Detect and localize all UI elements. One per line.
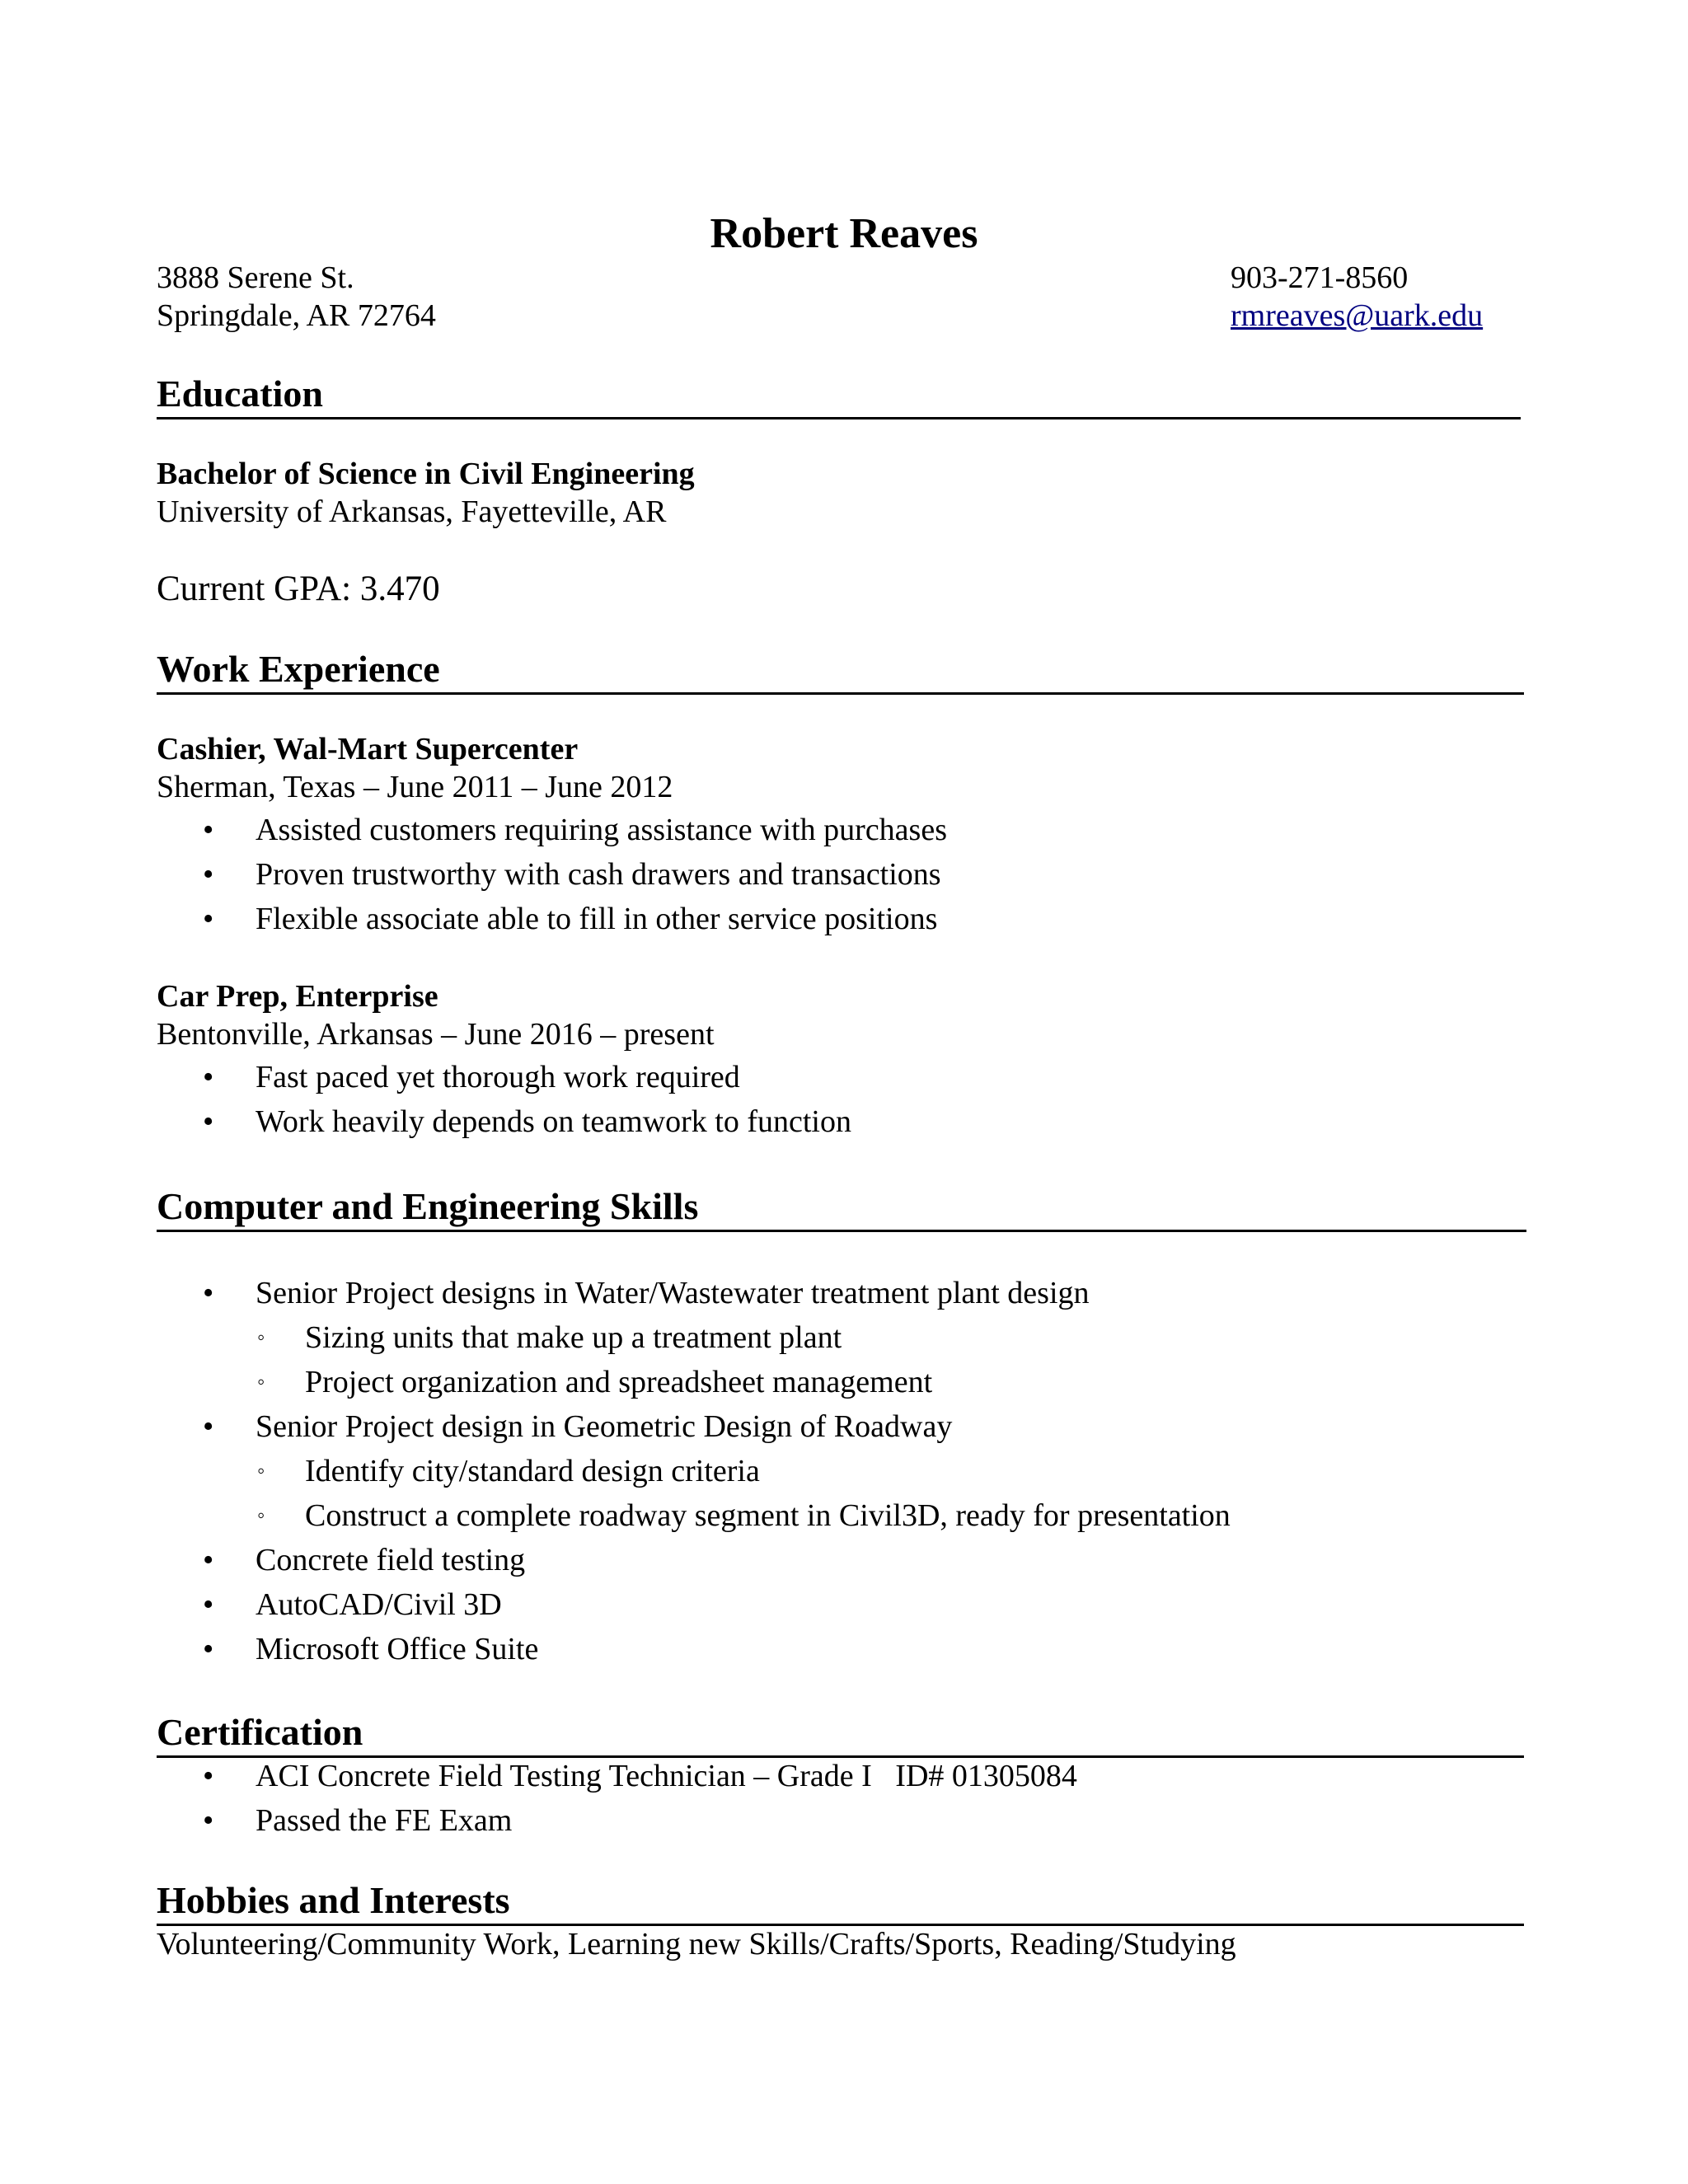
sub-bullet-icon: ◦ [257,1325,265,1349]
bullet-icon: • [203,902,214,936]
email-link[interactable]: rmreaves@uark.edu [1231,298,1484,333]
list-item: Flexible associate able to fill in other service positions [256,902,938,936]
sub-list-item: Sizing units that make up a treatment plant [305,1320,842,1355]
job-location-dates: Sherman, Texas – June 2011 – June 2012 [157,770,673,804]
job-title: Cashier, Wal-Mart Supercenter [157,732,579,766]
bullet-icon: • [203,1276,214,1310]
hobbies-text: Volunteering/Community Work, Learning new Skills/Crafts/Sports, Reading/Studying [157,1927,1236,1961]
job-location-dates: Bentonville, Arkansas – June 2016 – present [157,1017,715,1052]
sub-list-item: Construct a complete roadway segment in Civil3D, ready for presentation [305,1498,1231,1533]
list-item: Senior Project design in Geometric Design of Roadway [256,1409,953,1444]
list-item: Fast paced yet thorough work required [256,1060,740,1094]
address-line-2: Springdale, AR 72764 [157,298,436,333]
list-item: Assisted customers requiring assistance with purchases [256,813,947,847]
sub-list-item: Project organization and spreadsheet management [305,1365,933,1399]
job-title: Car Prep, Enterprise [157,979,438,1014]
certification-heading: Certification [157,1709,1524,1758]
list-item: Senior Project designs in Water/Wastewater treatment plant design [256,1276,1090,1310]
list-item: AutoCAD/Civil 3D [256,1587,502,1622]
sub-bullet-icon: ◦ [257,1459,265,1483]
bullet-icon: • [203,857,214,892]
resume-name: Robert Reaves [710,210,978,257]
education-heading: Education [157,371,1521,419]
hobbies-heading: Hobbies and Interests [157,1877,1524,1926]
bullet-icon: • [203,1759,214,1793]
sub-bullet-icon: ◦ [257,1370,265,1394]
list-item: Passed the FE Exam [256,1803,513,1838]
bullet-icon: • [203,1803,214,1838]
bullet-icon: • [203,1632,214,1666]
list-item: Proven trustworthy with cash drawers and transactions [256,857,941,892]
bullet-icon: • [203,813,214,847]
list-item: Work heavily depends on teamwork to function [256,1104,851,1139]
phone-number: 903-271-8560 [1231,260,1409,295]
list-item: ACI Concrete Field Testing Technician – Grade I ID# 01305084 [256,1759,1077,1793]
gpa: Current GPA: 3.470 [157,569,440,608]
degree-title: Bachelor of Science in Civil Engineering [157,457,695,491]
work-experience-heading: Work Experience [157,646,1524,695]
sub-list-item: Identify city/standard design criteria [305,1454,760,1488]
list-item: Microsoft Office Suite [256,1632,539,1666]
school-name: University of Arkansas, Fayetteville, AR [157,494,667,529]
skills-heading: Computer and Engineering Skills [157,1183,1526,1232]
bullet-icon: • [203,1543,214,1577]
list-item: Concrete field testing [256,1543,526,1577]
address-line-1: 3888 Serene St. [157,260,354,295]
bullet-icon: • [203,1409,214,1444]
bullet-icon: • [203,1060,214,1094]
bullet-icon: • [203,1587,214,1622]
bullet-icon: • [203,1104,214,1139]
sub-bullet-icon: ◦ [257,1503,265,1527]
